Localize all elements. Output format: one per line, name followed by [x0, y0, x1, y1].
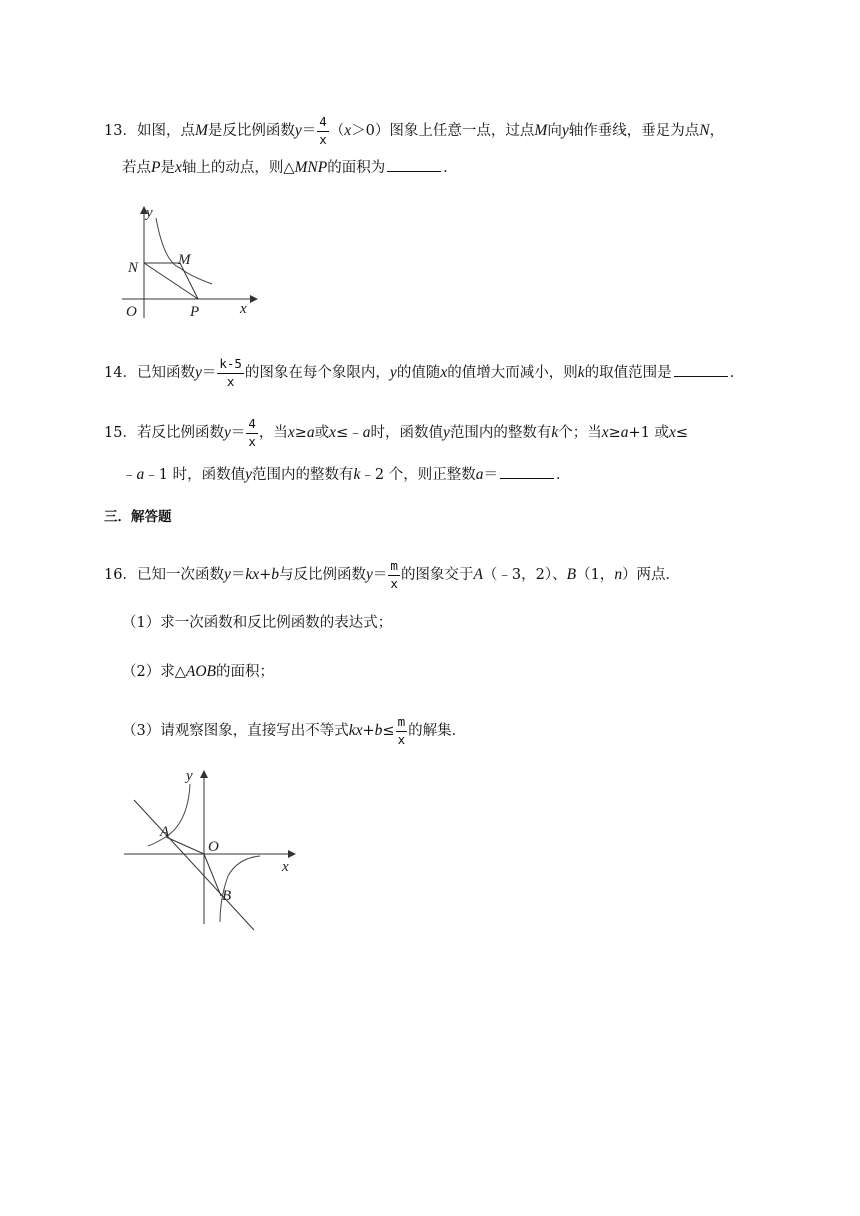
q16-fraction: $\frac{m}{x}$	[390, 558, 398, 591]
q16-sub2: （2）求△AOB的面积；	[122, 663, 275, 680]
q13-figure	[122, 200, 262, 320]
q14-line: 14．已知函数y＝ $\frac{k-5}{x}$ 的图象在每个象限内，y的值随x的值增大而减小，则k的取值范围是 ．	[104, 356, 745, 389]
q14-number: 14．	[104, 365, 137, 381]
label-M: M	[178, 252, 191, 268]
label-y: y	[146, 205, 153, 221]
q16-figure	[120, 766, 300, 936]
q15-fraction: $\frac{4}{x}$	[248, 416, 256, 449]
q13-line2: 若点P是x轴上的动点，则△MNP的面积为 ．	[122, 159, 458, 176]
line-AB	[134, 800, 254, 930]
x-axis-arrow	[250, 295, 258, 303]
label-y: y	[186, 768, 193, 784]
q16-sub3: （3）请观察图象，直接写出不等式kx+b≤ $\frac{m}{x}$ 的解集．	[122, 714, 467, 747]
q16-fraction-2: $\frac{m}{x}$	[397, 714, 406, 747]
section-title: 三．解答题	[104, 509, 172, 525]
answer-blank	[387, 157, 441, 172]
label-O: O	[208, 839, 219, 855]
label-x: x	[240, 301, 247, 317]
segment-NP	[144, 263, 198, 299]
hyperbola-curve	[156, 218, 212, 284]
y-axis-arrow	[200, 770, 208, 778]
q13-line1: 13．如图，点M是反比例函数y＝ $\frac{4}{x}$ （x＞0）图象上任意一点，过点M向y轴作垂线，垂足为点N，	[104, 114, 725, 147]
label-O: O	[126, 304, 137, 320]
label-B: B	[222, 888, 232, 904]
answer-blank	[674, 362, 728, 377]
q14-fraction: $\frac{k-5}{x}$	[219, 356, 242, 389]
q13-number: 13．	[104, 123, 137, 139]
q15-line2: ﹣a﹣1 时，函数值y范围内的整数有k﹣2 个，则正整数a＝ ．	[122, 466, 571, 483]
q15-number: 15．	[104, 425, 137, 441]
q16-sub1: （1）求一次函数和反比例函数的表达式；	[122, 615, 393, 631]
q13-fraction: $\frac{4}{x}$	[319, 114, 327, 147]
q15-line1: 15．若反比例函数y＝ $\frac{4}{x}$ ，当x≥a或x≤﹣a时，函数值y范围内的整数有k个；当x≥a+1 或x≤	[104, 416, 689, 449]
x-axis-arrow	[288, 850, 296, 858]
label-P: P	[190, 304, 200, 320]
q16-number: 16．	[104, 567, 137, 583]
segment-OB	[204, 854, 221, 896]
answer-blank	[500, 464, 554, 479]
label-x: x	[282, 859, 289, 875]
label-N: N	[128, 260, 139, 276]
segment-OA	[166, 837, 204, 854]
q16-line1: 16．已知一次函数y＝kx+b与反比例函数y＝ $\frac{m}{x}$ 的图象交于A（﹣3，2）、B（1，n）两点．	[104, 558, 681, 591]
label-A: A	[160, 824, 170, 840]
